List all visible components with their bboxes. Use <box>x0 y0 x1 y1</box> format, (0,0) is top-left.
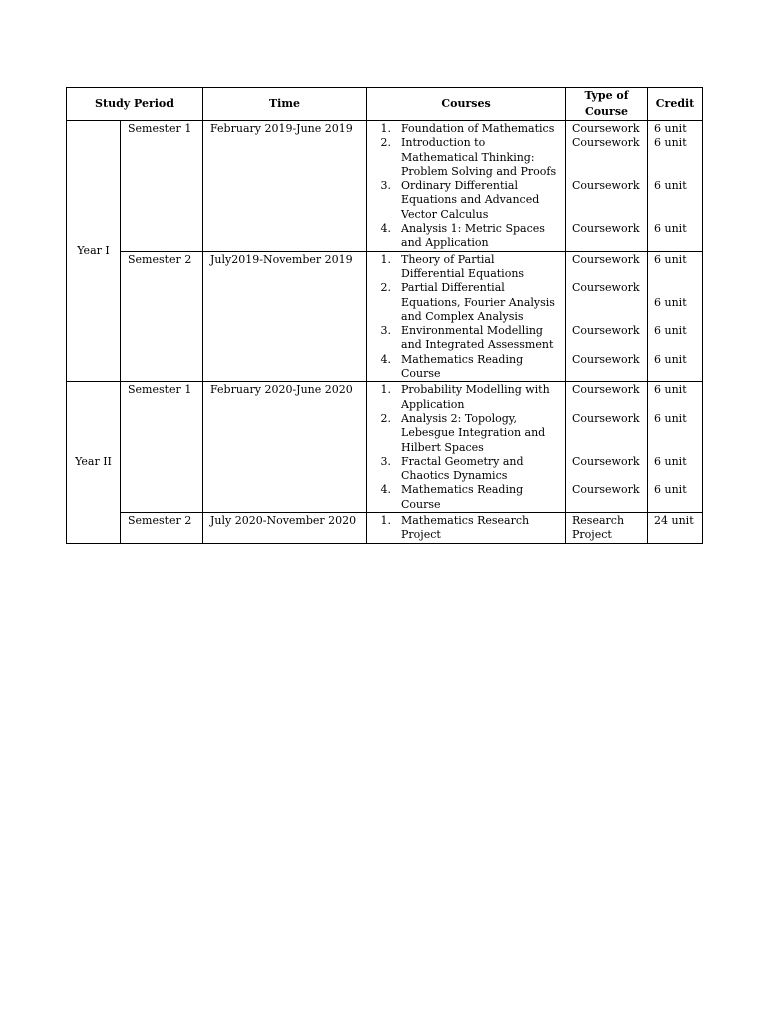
course-type: Coursework <box>572 383 640 397</box>
course-item <box>367 455 565 484</box>
semester-time: July2019-November 2019 <box>203 251 367 382</box>
course-credit: 6 unit <box>654 222 687 236</box>
course-item <box>367 253 565 282</box>
header-row <box>67 88 703 121</box>
course-credit: 6 unit <box>654 136 687 150</box>
semester-time: February 2019-June 2019 <box>203 121 367 252</box>
course-name: Environmental Modelling and Integrated Assessment <box>401 324 554 352</box>
course-number: 4. <box>380 483 392 497</box>
course-number: 1. <box>380 252 392 266</box>
course-type: Coursework <box>572 252 640 266</box>
course-number: 3. <box>380 179 392 193</box>
course-item <box>367 412 565 455</box>
header-time: Time <box>203 88 367 121</box>
course-name: Analysis 1: Metric Spaces and Application <box>401 222 545 250</box>
course-item <box>367 136 565 179</box>
course-name: Partial Differential Equations, Fourier Analysis and Complex Analysis <box>401 281 555 323</box>
course-item <box>367 383 565 412</box>
semester-row <box>67 513 703 544</box>
course-credit: 6 unit <box>654 411 687 425</box>
semester-label: Semester 2 <box>121 513 203 544</box>
course-number: 3. <box>380 324 392 338</box>
semester-row <box>67 382 703 513</box>
course-number: 1. <box>380 122 392 135</box>
course-type-list <box>566 513 648 544</box>
course-item <box>367 483 565 512</box>
header-courses: Courses <box>367 88 566 121</box>
course-credit: 6 unit <box>654 383 687 397</box>
course-name: Fractal Geometry and Chaotics Dynamics <box>401 454 524 483</box>
course-name: Mathematics Reading Course <box>401 483 524 511</box>
course-number: 2. <box>380 281 392 295</box>
credit-list <box>648 251 703 382</box>
course-item <box>367 514 565 543</box>
course-type-list <box>566 251 648 382</box>
course-name: Foundation of Mathematics <box>401 122 555 135</box>
course-type: Coursework <box>572 411 640 425</box>
course-item <box>367 281 565 324</box>
course-type: Coursework <box>572 324 640 338</box>
course-item <box>367 324 565 353</box>
course-name: Ordinary Differential Equations and Advanced Vector Calculus <box>401 179 540 221</box>
course-credit: 6 unit <box>654 295 687 309</box>
semester-label: Semester 1 <box>121 382 203 513</box>
semester-time: July 2020-November 2020 <box>203 513 367 544</box>
study-schedule-table <box>66 87 703 544</box>
course-type: Coursework <box>572 483 640 497</box>
header-type-of-course: Type of Course <box>566 88 648 121</box>
course-number: 4. <box>380 352 392 366</box>
semester-label: Semester 1 <box>121 121 203 252</box>
course-number: 4. <box>380 222 392 236</box>
course-list <box>367 513 566 544</box>
credit-list <box>648 382 703 513</box>
course-name: Mathematics Research Project <box>401 514 530 542</box>
course-item <box>367 122 565 136</box>
course-name: Probability Modelling with Application <box>401 383 550 411</box>
course-name: Introduction to Mathematical Thinking: Problem Solving and Proofs <box>401 136 557 178</box>
course-number: 2. <box>380 136 392 150</box>
course-type: Coursework <box>572 136 640 150</box>
semester-time: February 2020-June 2020 <box>203 382 367 513</box>
semester-label: Semester 2 <box>121 251 203 382</box>
course-credit: 6 unit <box>654 179 687 193</box>
course-type: Coursework <box>572 179 640 193</box>
header-study-period: Study Period <box>67 88 203 121</box>
course-type: Coursework <box>572 352 640 366</box>
year-label: Year I <box>67 121 121 382</box>
course-type: Coursework <box>572 454 640 468</box>
course-name: Mathematics Reading Course <box>401 352 524 381</box>
course-list <box>367 121 566 252</box>
semester-row <box>67 121 703 252</box>
course-credit: 24 unit <box>654 514 694 528</box>
course-type: Research Project <box>572 514 625 542</box>
course-number: 1. <box>380 383 392 397</box>
course-credit: 6 unit <box>654 122 687 135</box>
course-name: Theory of Partial Differential Equations <box>401 252 525 280</box>
course-number: 3. <box>380 454 392 468</box>
course-credit: 6 unit <box>654 252 687 266</box>
credit-list <box>648 513 703 544</box>
course-credit: 6 unit <box>654 324 687 338</box>
course-item <box>367 222 565 251</box>
semester-row <box>67 251 703 382</box>
course-credit: 6 unit <box>654 352 687 366</box>
course-item <box>367 179 565 222</box>
course-name: Analysis 2: Topology, Lebesgue Integration and Hilbert Spaces <box>401 411 546 454</box>
course-list <box>367 382 566 513</box>
course-type: Coursework <box>572 122 640 135</box>
year-label: Year II <box>67 382 121 543</box>
course-credit: 6 unit <box>654 454 687 468</box>
course-type: Coursework <box>572 222 640 236</box>
course-number: 2. <box>380 411 392 425</box>
course-type-list <box>566 382 648 513</box>
credit-list <box>648 121 703 252</box>
course-item <box>367 353 565 382</box>
course-credit: 6 unit <box>654 483 687 497</box>
course-type: Coursework <box>572 281 640 295</box>
course-list <box>367 251 566 382</box>
course-type-list <box>566 121 648 252</box>
header-credit: Credit <box>648 88 703 121</box>
course-number: 1. <box>380 514 392 528</box>
